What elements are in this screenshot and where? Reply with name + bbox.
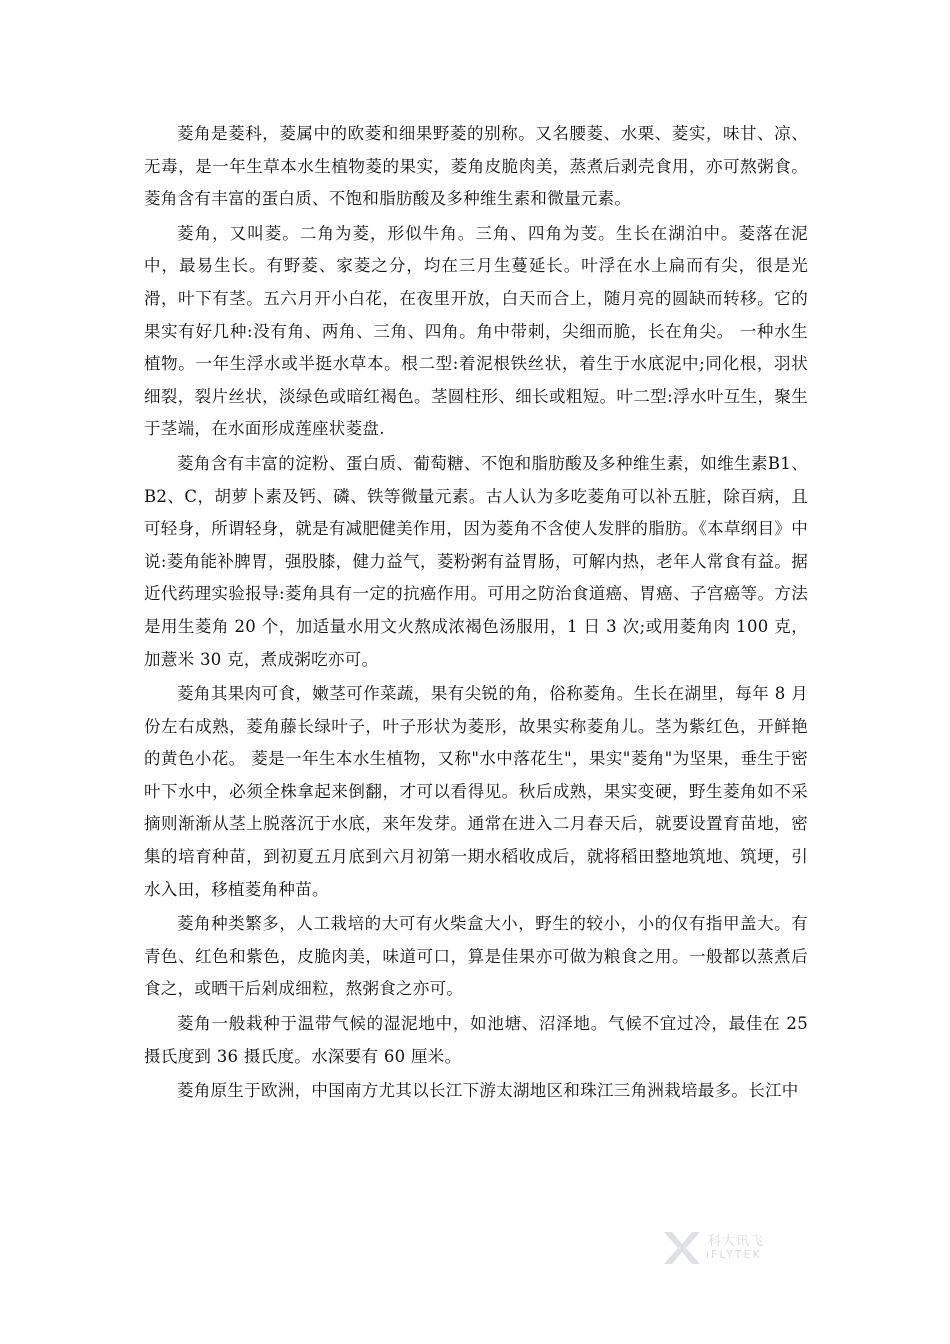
paragraph-7: 菱角原生于欧洲，中国南方尤其以长江下游太湖地区和珠江三角洲栽培最多。长江中 xyxy=(177,1081,799,1101)
paragraph-2: 菱角，又叫菱。二角为菱，形似牛角。三角、四角为芰。生长在湖泊中。菱落在泥中，最易生长。有野菱、家菱之分，均在三月生蔓延长。叶浮在水上扁而有尖，很是光滑，叶下有茎。五六月开小白花，在夜里开放，白天而合上，随月亮的圆缺而转移。它的果实有好几种:没有角、两角、三角、四角。角中带刺，尖细而脆，长在角尖。 一种水生植物。一年生浮水或半挺水草本。根二型:着泥根铁丝状，着生于水底泥中;同化根，羽状细裂，裂片丝状，淡绿色或暗红褐色。茎圆柱形、细长或粗短。叶二型:浮水叶互生，聚生于茎端，在水面形成莲座状菱盘. xyxy=(144,223,808,439)
paragraph-5: 菱角种类繁多，人工栽培的大可有火柴盒大小，野生的较小，小的仅有指甲盖大。有青色、红色和紫色，皮脆肉美，味道可口，算是佳果亦可做为粮食之用。一般都以蒸煮后食之，或晒干后剁成细粒，熬粥食之亦可。 xyxy=(144,914,808,999)
paragraph-4: 菱角其果肉可食，嫩茎可作菜蔬，果有尖锐的角，俗称菱角。生长在湖里，每年 8 月份左右成熟，菱角藤长绿叶子，叶子形状为菱形，故果实称菱角儿。茎为紫红色，开鲜艳的黄色小花。 菱是一年生本水生植物，又称"水中落花生"，果实"菱角"为坚果，垂生于密叶下水中，必须全株拿起来倒翻，才可以看得见。秋后成熟，果实变硬，野生菱角如不采摘则渐渐从茎上脱落沉于水底，来年发芽。通常在进入二月春天后，就要设置育苗地，密集的培育种苗，到初夏五月底到六月初第一期水稻收成后，就将稻田整地筑地、筑埂，引水入田，移植菱角种苗。 xyxy=(144,684,808,899)
document-body xyxy=(144,118,808,1110)
paragraph-1: 菱角是菱科，菱属中的欧菱和细果野菱的别称。又名腰菱、水栗、菱实，味甘、凉、无毒，是一年生草本水生植物菱的果实，菱角皮脆肉美，蒸煮后剥壳食用，亦可熬粥食。菱角含有丰富的蛋白质、不饱和脂肪酸及多种维生素和微量元素。 xyxy=(144,124,808,209)
watermark-text-en: iFLYTEK xyxy=(706,1248,762,1261)
iflytek-watermark xyxy=(660,1228,780,1268)
paragraph-3: 菱角含有丰富的淀粉、蛋白质、葡萄糖、不饱和脂肪酸及多种维生素，如维生素B1、B2、C，胡萝卜素及钙、磷、铁等微量元素。古人认为多吃菱角可以补五脏，除百病，且可轻身，所谓轻身，就是有减肥健美作用，因为菱角不含使人发胖的脂肪。《本草纲目》中说:菱角能补脾胃，强股膝，健力益气，菱粉粥有益胃肠，可解内热，老年人常食有益。据近代药理实验报导:菱角具有一定的抗癌作用。可用之防治食道癌、胃癌、子宫癌等。方法是用生菱角 20 个，加适量水用文火熬成浓褐色汤服用，1 日 3 次;或用菱角肉 100 克，加薏米 30 克，煮成粥吃亦可。 xyxy=(144,453,808,669)
paragraph-6: 菱角一般栽种于温带气候的湿泥地中，如池塘、沼泽地。气候不宜过冷，最佳在 25 摄氏度到 36 摄氏度。水深要有 60 厘米。 xyxy=(144,1014,808,1066)
watermark-text-cn: 科大讯飞 xyxy=(708,1234,765,1249)
